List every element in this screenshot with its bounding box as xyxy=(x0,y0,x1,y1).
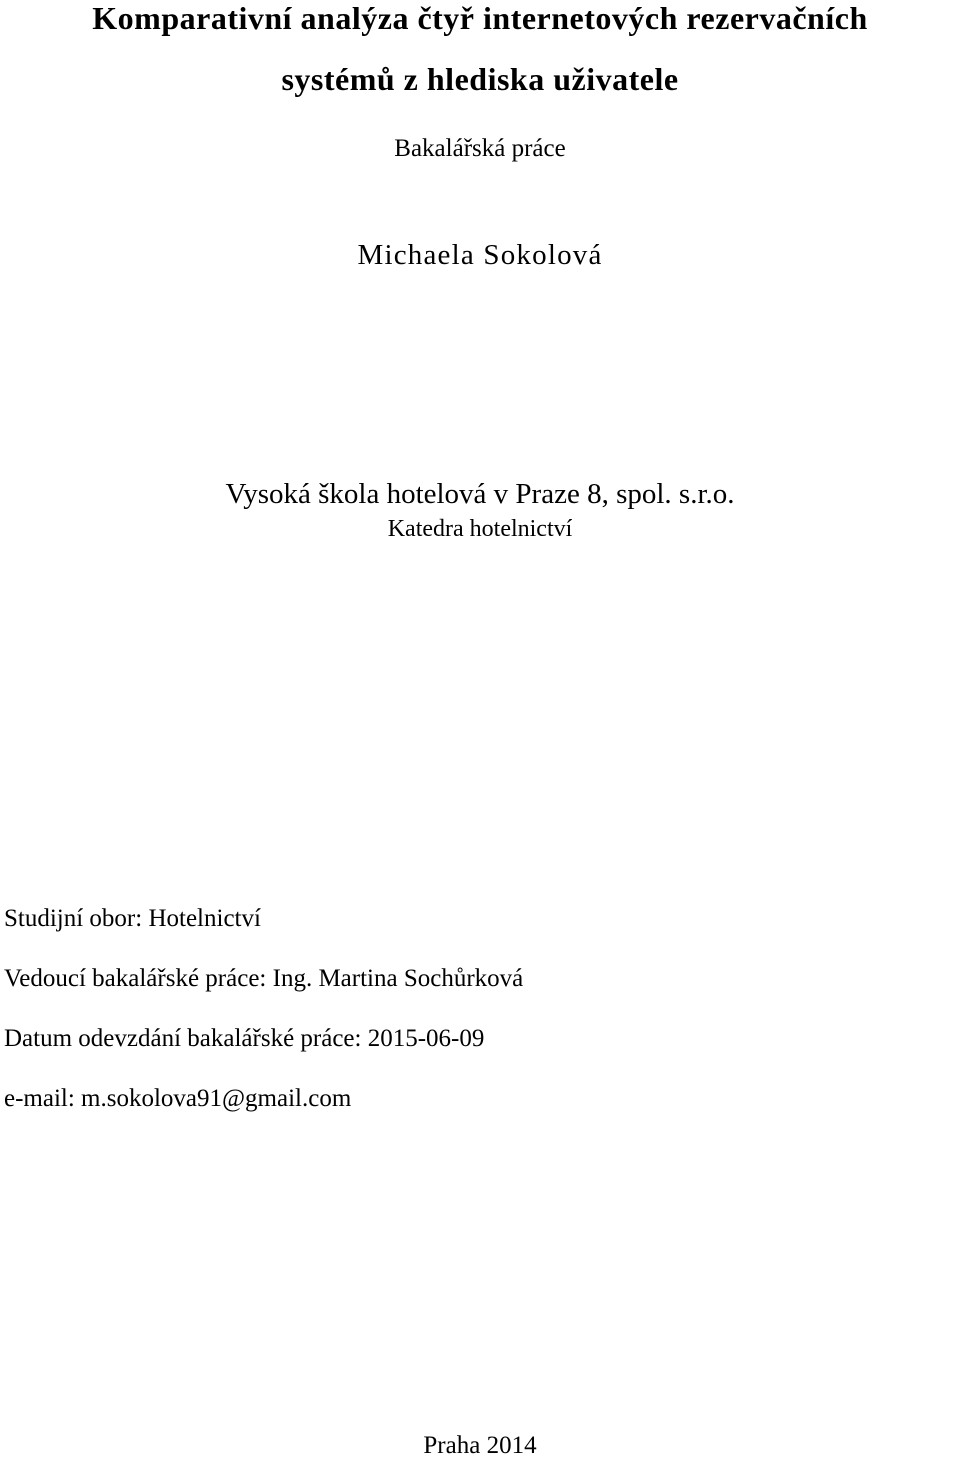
supervisor: Vedoucí bakalářské práce: Ing. Martina Sochůrková xyxy=(4,965,524,992)
submission-date: Datum odevzdání bakalářské práce: 2015-06-09 xyxy=(4,1025,485,1052)
place-and-year: Praha 2014 xyxy=(423,1432,537,1459)
thesis-title-line-1: Komparativní analýza čtyř internetových rezervačních xyxy=(92,0,868,36)
school-name: Vysoká škola hotelová v Praze 8, spol. s.r.o. xyxy=(225,478,735,510)
author-name: Michaela Sokolová xyxy=(357,239,603,271)
author-email: e-mail: m.sokolova91@gmail.com xyxy=(4,1085,352,1112)
department-name: Katedra hotelnictví xyxy=(387,516,573,542)
thesis-title-line-2: systémů z hlediska uživatele xyxy=(281,61,679,97)
thesis-type: Bakalářská práce xyxy=(394,135,566,162)
field-of-study: Studijní obor: Hotelnictví xyxy=(4,905,261,932)
